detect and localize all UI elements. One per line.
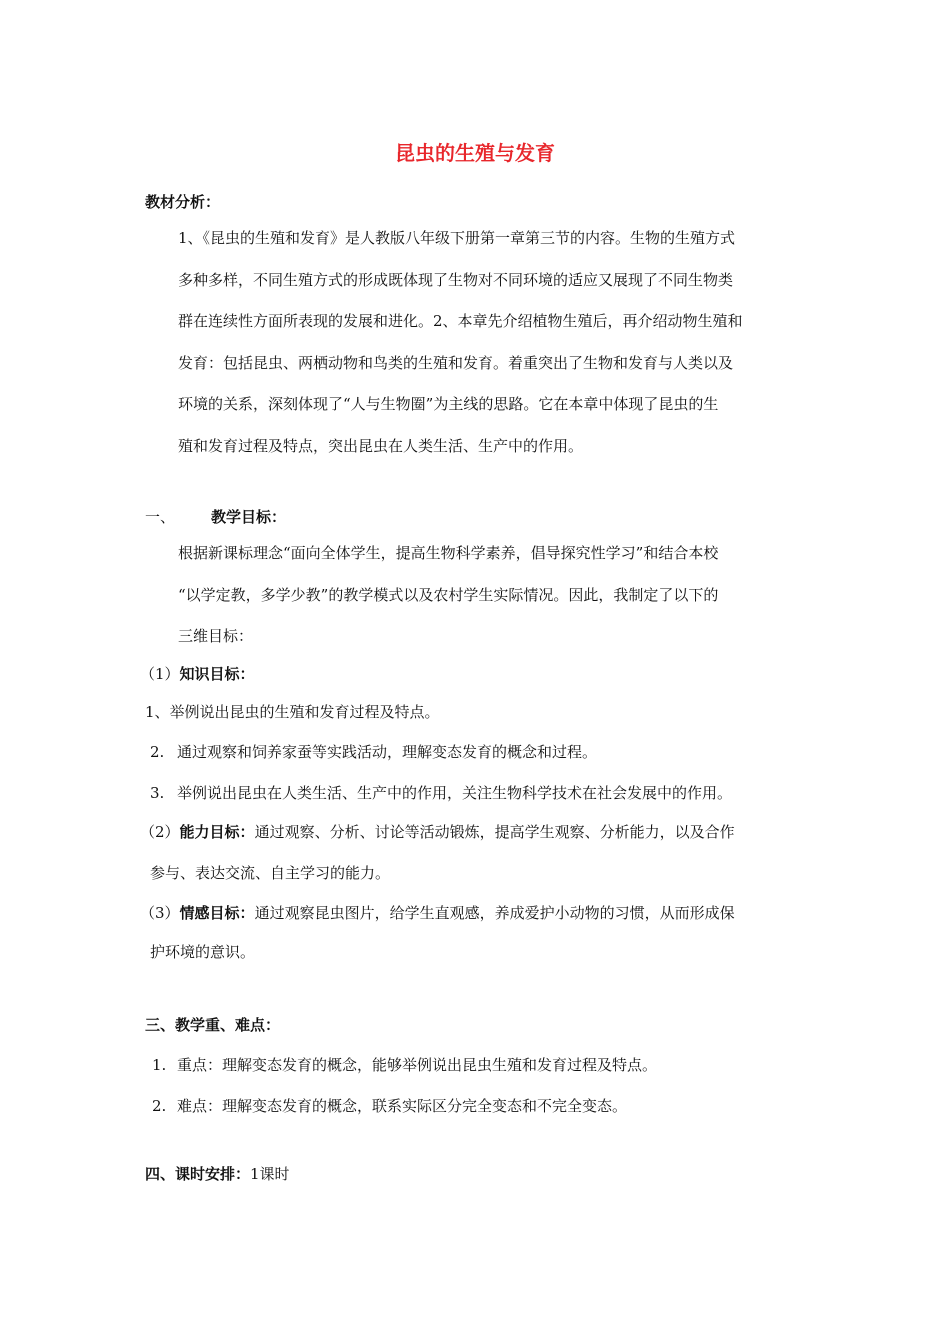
- key-point-1: 重点：理解变态发育的概念，能够举例说出昆虫生殖和发育过程及特点。: [177, 1056, 658, 1074]
- section-heading-analysis: 教材分析：: [145, 193, 221, 211]
- knowledge-goal-number: （1）: [140, 665, 180, 683]
- document-title: 昆虫的生殖与发育: [395, 141, 555, 165]
- ability-goal-line-2: 参与、表达交流、自主学习的能力。: [150, 864, 391, 882]
- ability-goal-label: 能力目标：: [179, 823, 255, 841]
- goals-intro-line: “以学定教，多学少教”的教学模式以及农村学生实际情况。因此，我制定了以下的: [178, 585, 719, 604]
- emotion-goal-label: 情感目标：: [179, 904, 255, 922]
- knowledge-goal-label: 知识目标：: [179, 665, 255, 683]
- key-point-2-number: 2.: [152, 1097, 167, 1115]
- section-heading-goals: 教学目标：: [211, 508, 287, 526]
- section-time-arrangement: [145, 1164, 290, 1184]
- key-point-2: 难点：理解变态发育的概念，联系实际区分完全变态和不完全变态。: [177, 1097, 628, 1115]
- analysis-paragraph: [178, 218, 806, 467]
- analysis-line: 1、《昆虫的生殖和发育》是人教版八年级下册第一章第三节的内容。生物的生殖方式: [178, 229, 736, 247]
- knowledge-item-1: 1、举例说出昆虫的生殖和发育过程及特点。: [145, 703, 440, 721]
- knowledge-goal-heading: [140, 664, 255, 684]
- knowledge-item-3-number: 3.: [150, 784, 165, 802]
- key-point-1-number: 1.: [152, 1056, 167, 1074]
- knowledge-item-2: 通过观察和饲养家蚕等实践活动，理解变态发育的概念和过程。: [177, 743, 598, 761]
- analysis-line: 群在连续性方面所表现的发展和进化。2、本章先介绍植物生殖后，再介绍动物生殖和: [178, 312, 743, 330]
- emotion-goal-text: 通过观察昆虫图片，给学生直观感，养成爱护小动物的习惯，从而形成保: [254, 904, 735, 922]
- analysis-line: 殖和发育过程及特点，突出昆虫在人类生活、生产中的作用。: [178, 436, 584, 455]
- section-heading-key-points: 三、教学重、难点：: [145, 1016, 281, 1034]
- emotion-goal-line-1: [140, 903, 735, 923]
- goals-intro-paragraph: [178, 533, 806, 658]
- analysis-line: 多种多样，不同生殖方式的形成既体现了生物对不同环境的适应又展现了不同生物类: [178, 270, 734, 289]
- knowledge-item-2-number: 2.: [150, 743, 165, 761]
- goals-intro-line: 根据新课标理念“面向全体学生，提高生物科学素养，倡导探究性学习”和结合本校: [178, 544, 719, 562]
- section-number-goals: 一、: [145, 508, 176, 526]
- time-value: 1课时: [250, 1165, 290, 1183]
- analysis-line: 环境的关系，深刻体现了“人与生物圈”为主线的思路。它在本章中体现了昆虫的生: [178, 395, 719, 413]
- section-heading-time: 四、课时安排：: [145, 1165, 251, 1183]
- goals-intro-line: 三维目标：: [178, 627, 254, 645]
- ability-goal-line-1: [140, 822, 735, 842]
- ability-goal-text: 通过观察、分析、讨论等活动锻炼，提高学生观察、分析能力，以及合作: [254, 823, 735, 841]
- ability-goal-number: （2）: [140, 823, 180, 841]
- emotion-goal-number: （3）: [140, 904, 180, 922]
- analysis-line: 发育：包括昆虫、两栖动物和鸟类的生殖和发育。着重突出了生物和发育与人类以及: [178, 353, 734, 372]
- emotion-goal-line-2: 护环境的意识。: [150, 943, 256, 961]
- knowledge-item-3: 举例说出昆虫在人类生活、生产中的作用，关注生物科学技术在社会发展中的作用。: [177, 784, 733, 802]
